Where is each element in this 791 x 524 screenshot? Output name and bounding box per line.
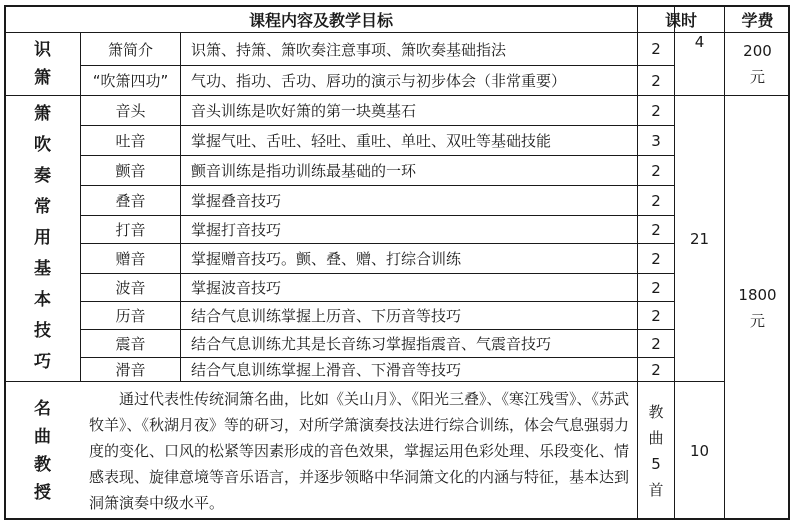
combined-fee: 1800 元	[738, 286, 777, 330]
header-hours: 课时	[664, 10, 697, 30]
lesson-name: 历音	[115, 307, 146, 325]
lesson-desc: 掌握波音技巧	[191, 279, 282, 297]
lesson-hours: 2	[651, 71, 661, 90]
lesson-name: 音头	[115, 102, 146, 120]
course-table	[4, 5, 790, 520]
lesson-hours: 2	[651, 191, 661, 210]
lesson-name: 波音	[115, 279, 146, 297]
lesson-hours: 2	[651, 40, 661, 58]
lesson-hours: 2	[651, 306, 661, 325]
lesson-desc: 识箫、持箫、箫吹奏注意事项、箫吹奏基础指法	[191, 40, 507, 59]
lesson-hours: 2	[651, 278, 661, 297]
header-fee: 学费	[741, 10, 774, 30]
lesson-hours: 2	[651, 101, 661, 120]
lesson-name: 打音	[115, 221, 146, 239]
section1-fee: 200 元	[743, 42, 772, 86]
section3-hours	[638, 382, 674, 520]
lesson-hours: 2	[651, 249, 661, 268]
lesson-desc: 掌握赠音技巧。颤、叠、赠、打综合训练	[191, 250, 462, 268]
header-content: 课程内容及教学目标	[248, 10, 393, 30]
section2-title	[5, 96, 80, 381]
lesson-hours: 2	[651, 360, 661, 379]
section3-desc	[81, 382, 637, 520]
section3-desc-text: 通过代表性传统洞箫名曲，比如《关山月》、《阳光三叠》、《寒江残雪》、《苏武牧羊》、《秋湖月夜》等的研习，对所学箫演奏技法进行综合训练，体会气息强弱力度的变化、口风的松紧等因素形成的音色效果，掌握运用色彩处理、乐段变化、情感表现、旋律意境等音乐语言，并逐步领略中华洞箫文化的内涵与特征，基本达到洞箫演奏中级水平。	[89, 390, 630, 512]
lesson-desc: 掌握气吐、舌吐、轻吐、重吐、单吐、双吐等基础技能	[191, 132, 552, 150]
section1-title	[5, 33, 80, 95]
lesson-desc: 颤音训练是指功训练最基础的一环	[191, 162, 417, 180]
section2-total-hours: 21	[689, 229, 710, 248]
lesson-desc: 掌握叠音技巧	[191, 192, 282, 210]
lesson-name: 叠音	[115, 192, 146, 210]
lesson-name: 滑音	[115, 361, 146, 379]
section1-title-text: 识 箫	[34, 40, 51, 88]
lesson-hours: 2	[651, 220, 661, 239]
section3-title	[5, 382, 80, 520]
lesson-desc: 掌握打音技巧	[191, 221, 282, 239]
lesson-name: 吐音	[115, 132, 146, 150]
lesson-name: 颤音	[115, 162, 146, 180]
course-table-frame	[4, 5, 790, 520]
section2-title-text: 箫 吹 奏 常 用 基 本 技 巧	[34, 104, 51, 372]
lesson-desc: 气功、指功、舌功、唇功的演示与初步体会（非常重要）	[191, 72, 567, 90]
section3-title-text: 名 曲 教 授	[34, 399, 51, 503]
lesson-name: 震音	[115, 335, 146, 353]
lesson-hours: 3	[651, 131, 661, 150]
lesson-name: 箫简介	[107, 40, 153, 59]
section1-total-hours: 4	[694, 33, 705, 51]
lesson-name: 赠音	[115, 250, 146, 268]
lesson-hours: 2	[651, 161, 661, 180]
lesson-desc: 结合气息训练尤其是长音练习掌握指震音、气震音技巧	[191, 335, 552, 353]
lesson-desc: 结合气息训练掌握上滑音、下滑音等技巧	[191, 361, 462, 379]
section3-total-hours: 10	[689, 442, 710, 460]
lesson-hours: 2	[651, 334, 661, 353]
lesson-desc: 结合气息训练掌握上历音、下历音等技巧	[191, 307, 462, 325]
lesson-name: “吹箫四功”	[92, 72, 169, 90]
section3-hours-text: 教 曲 5 首	[648, 403, 664, 499]
lesson-desc: 音头训练是吹好箫的第一块奠基石	[191, 102, 417, 120]
